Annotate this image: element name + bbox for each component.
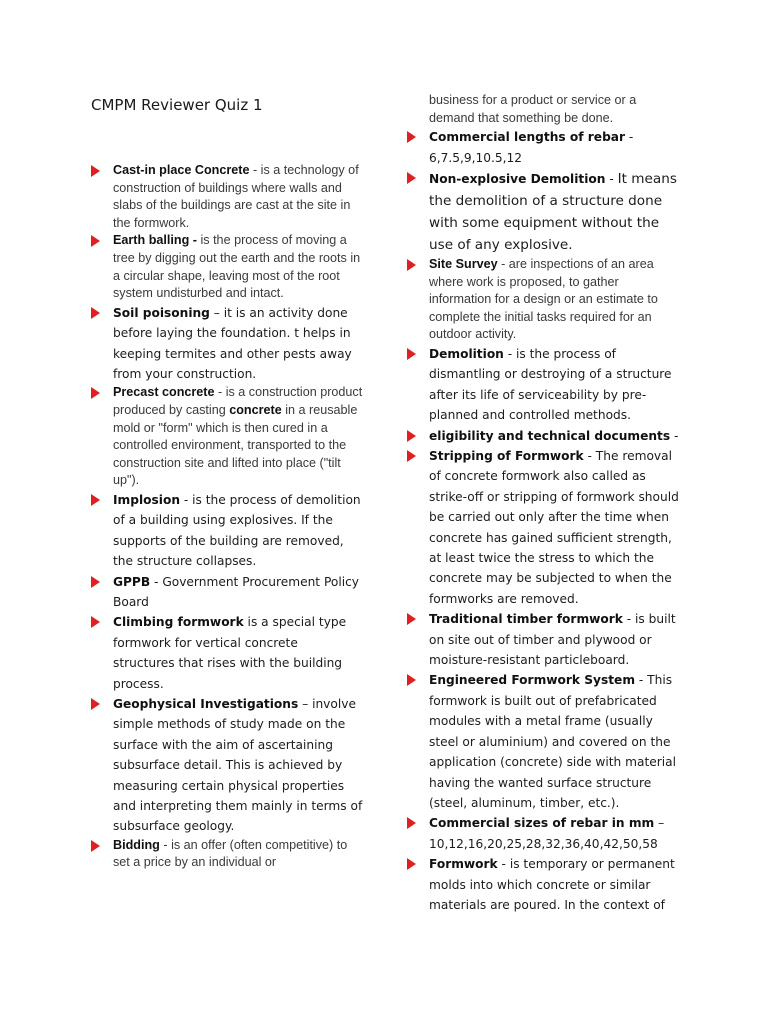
definition-formwork: - is temporary or permanent molds into which concrete or similar materials are poured. In the context of [429,857,675,912]
term-precast-concrete: Precast concrete [113,385,215,400]
list-item-non-explosive-demolition [407,168,679,256]
right-column [407,92,679,915]
list-item-demolition [407,344,679,426]
list-item-bidding [91,837,363,872]
term-soil-poisoning: Soil poisoning [113,305,210,320]
list-item-implosion [91,490,363,572]
red-arrow-bullet-icon [91,698,100,710]
list-item-precast-concrete [91,384,363,490]
list-item-engineered-formwork-system [407,670,679,813]
definition-non-explosive-sep: - [605,172,618,186]
definition-geophysical-investigations: – involve simple methods of study made on the surface with the aim of ascertaining subsurface detail. This is achieved by measuring certain physical properties and interpreting them mainly in terms of subsurface geology. [113,697,363,834]
list-item-site-survey [407,256,679,344]
left-column [91,162,363,872]
definition-eligibility: - [670,428,679,443]
term-gppb: GPPB [113,574,151,589]
term-geophysical-investigations: Geophysical Investigations [113,697,299,711]
definition-non-explosive-demolition: It means the demolition of a structure done with some equipment without the use of any explosive. [429,171,677,253]
definition-traditional-timber-formwork: - is built on site out of timber and plywood or moisture-resistant particleboard. [429,612,676,668]
term-implosion: Implosion [113,492,180,507]
list-item-stripping-of-formwork [407,446,679,609]
red-arrow-bullet-icon [407,613,416,625]
list-item-formwork [407,854,679,915]
bidding-continuation: business for a product or service or a demand that something be done. [429,93,637,125]
definition-stripping-of-formwork: - The removal of concrete formwork also called as strike-off or stripping of formwork should be carried out only after the time when concrete has gained sufficient strength, at least twice the stress to which the concrete may be subjected to when the formworks are removed. [429,449,679,606]
term-site-survey: Site Survey [429,257,498,271]
list-item-gppb [91,572,363,613]
definition-commercial-sizes: – 10,12,16,20,25,28,32,36,40,42,50,58 [429,816,665,851]
definition-commercial-lengths: - 6,7.5,9,10.5,12 [429,130,634,165]
definition-engineered-formwork-system: - This formwork is built out of prefabricated modules with a metal frame (usually steel or aluminium) and covered on the application (concrete) side with material having the wanted surface structure (steel, aluminum, timber, etc.). [429,673,677,810]
definition-soil-poisoning: – it is an activity done before laying the foundation. t helps in keeping termites and other pests away from your construction. [113,305,352,381]
definition-site-survey: - are inspections of an area where work is proposed, to gather information for a design or an estimate to complete the initial tasks required for an outdoor activity. [429,257,658,342]
definition-climbing-formwork: is a special type formwork for vertical concrete structures that rises with the building process. [113,615,347,691]
term-eligibility: eligibility and technical documents [429,428,671,443]
red-arrow-bullet-icon [91,616,100,628]
definition-precast-part-1: - is a construction product produced by casting [113,385,363,417]
term-commercial-lengths: Commercial lengths of rebar [429,130,626,145]
red-arrow-bullet-icon [407,858,416,870]
list-item-earth-balling [91,232,363,302]
red-arrow-bullet-icon [407,430,416,442]
list-item-commercial-lengths [407,127,679,168]
term-non-explosive-demolition: Non-explosive Demolition [429,172,606,186]
red-arrow-bullet-icon [407,259,416,271]
list-item-climbing-formwork [91,612,363,694]
definition-demolition: - is the process of dismantling or destroying of a structure after its life of serviceability by pre-planned and controlled methods. [429,346,672,423]
term-commercial-sizes: Commercial sizes of rebar in mm [429,816,655,831]
term-demolition: Demolition [429,346,504,361]
red-arrow-bullet-icon [407,817,416,829]
red-arrow-bullet-icon [407,131,416,143]
term-earth-balling: Earth balling - [113,233,201,248]
definition-precast-part-2: in a reusable mold or "form" which is then cured in a controlled environment, transported to the construction site and lifted into place ("tilt up"). [113,402,358,488]
term-stripping-of-formwork: Stripping of Formwork [429,449,584,463]
red-arrow-bullet-icon [91,494,100,506]
red-arrow-bullet-icon [91,165,100,177]
list-item-geophysical-investigations [91,694,363,837]
list-item-eligibility [407,426,679,446]
red-arrow-bullet-icon [91,387,100,399]
red-arrow-bullet-icon [91,840,100,852]
term-bidding: Bidding [113,837,160,852]
term-cast-in-place: Cast-in place Concrete [113,163,250,177]
red-arrow-bullet-icon [407,450,416,462]
definition-gppb: - Government Procurement Policy Board [113,574,360,609]
term-climbing-formwork: Climbing formwork [113,615,244,630]
red-arrow-bullet-icon [91,235,100,247]
red-arrow-bullet-icon [407,172,416,184]
list-item-cast-in-place [91,162,363,232]
term-formwork: Formwork [429,857,498,872]
definition-bidding: - is an offer (often competitive) to set a price by an individual or [113,837,348,870]
definition-earth-balling: is the process of moving a tree by digging out the earth and the roots in a circular shape, leaving most of the root system undisturbed and intact. [113,233,361,301]
term-traditional-timber-formwork: Traditional timber formwork [429,612,623,627]
red-arrow-bullet-icon [91,576,100,588]
list-item-commercial-sizes [407,813,679,854]
definition-implosion: - is the process of demolition of a building using explosives. If the supports of the building are removed, the structure collapses. [113,492,361,569]
red-arrow-bullet-icon [407,348,416,360]
list-item-traditional-timber-formwork [407,609,679,670]
list-item-soil-poisoning [91,303,363,385]
document-title: CMPM Reviewer Quiz 1 [91,96,263,114]
red-arrow-bullet-icon [91,307,100,319]
red-arrow-bullet-icon [407,674,416,686]
definition-cast-in-place: - is a technology of construction of buildings where walls and slabs of the buildings are cast at the site in the formwork. [113,163,359,230]
term-concrete: concrete [229,402,282,417]
term-engineered-formwork-system: Engineered Formwork System [429,673,636,688]
